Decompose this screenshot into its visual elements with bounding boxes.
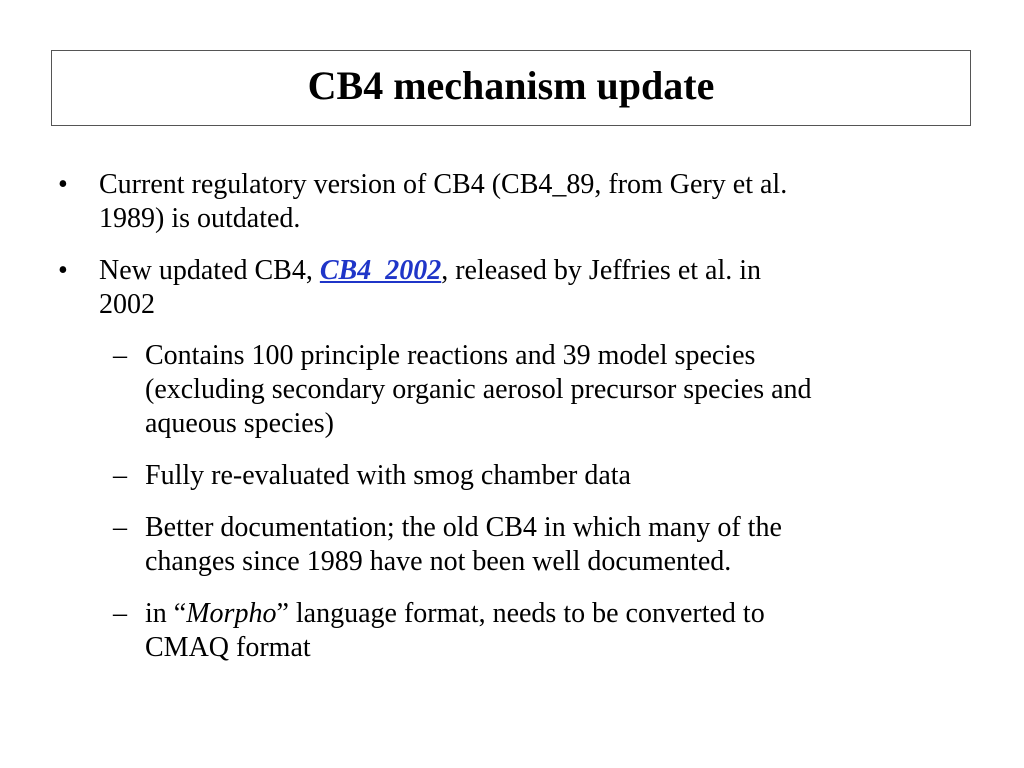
- bullet-2-text: [99, 254, 761, 322]
- sub-bullet-1-line-1: Contains 100 principle reactions and 39 model species: [145, 340, 756, 371]
- bullet-2-line-1: [99, 254, 761, 288]
- sub-bullet-3-text: [145, 511, 782, 579]
- sub-bullet-1-line-2: (excluding secondary organic aerosol precursor species and: [145, 374, 812, 405]
- sub-bullet-2-line-1: Fully re-evaluated with smog chamber data: [145, 460, 631, 491]
- cb4-2002-link[interactable]: CB4_2002: [319, 255, 442, 286]
- bullet-marker: •: [58, 255, 68, 286]
- sub-bullet-marker: –: [113, 598, 127, 629]
- sub-bullet-3-line-2: changes since 1989 have not been well documented.: [145, 546, 732, 577]
- bullet-1-text: [99, 168, 787, 236]
- sub-bullet-1-text: [145, 339, 812, 441]
- sub-bullet-4-text: [145, 597, 765, 665]
- sub-bullet-4-line-2: CMAQ format: [145, 632, 311, 663]
- sub-bullet-3-line-1: Better documentation; the old CB4 in which many of the: [145, 512, 782, 543]
- bullet-2-line-2: 2002: [99, 289, 155, 320]
- sub-bullet-4-line-1: [145, 597, 765, 631]
- bullet-1-line-1: Current regulatory version of CB4 (CB4_89, from Gery et al.: [99, 169, 788, 200]
- sub-bullet-1-line-3: aqueous species): [145, 408, 334, 439]
- sub-bullet-marker: –: [113, 460, 127, 491]
- bullet-2-suffix: , released by Jeffries et al. in: [441, 255, 762, 286]
- sub-bullet-4-prefix: in “: [145, 598, 187, 629]
- morpho-emphasis: Morpho: [186, 598, 277, 629]
- sub-bullet-2-text: [145, 459, 631, 493]
- slide-title: CB4 mechanism update: [307, 63, 715, 108]
- sub-bullet-4-suffix: ” language format, needs to be converted to: [276, 598, 765, 629]
- bullet-2-prefix: New updated CB4,: [99, 255, 320, 286]
- sub-bullet-marker: –: [113, 340, 127, 371]
- sub-bullet-marker: –: [113, 512, 127, 543]
- bullet-1-line-2: 1989) is outdated.: [99, 203, 301, 234]
- bullet-marker: •: [58, 169, 68, 200]
